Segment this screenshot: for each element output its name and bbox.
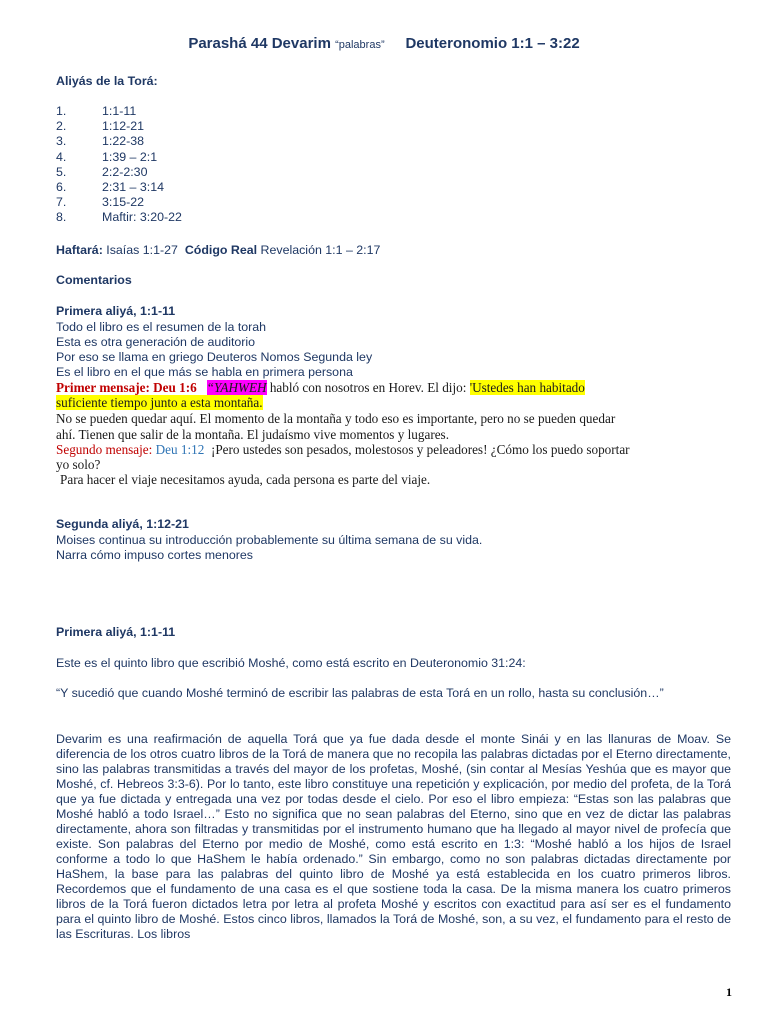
primer-mensaje-quote-b: suficiente tiempo junto a esta montaña. xyxy=(56,395,263,410)
title-sub: “palabras” xyxy=(335,39,385,51)
title-main: Parashá 44 Devarim xyxy=(188,35,331,52)
aliyah-ref: 1:1-11 xyxy=(102,104,137,118)
primer-mensaje-line xyxy=(56,380,731,395)
aliyah-number: 5. xyxy=(56,164,67,179)
primer-mensaje-quote-a: 'Ustedes han habitado xyxy=(469,380,585,395)
aliyah-ref: 1:12-21 xyxy=(102,119,145,134)
aliyah-item xyxy=(56,195,144,210)
aliyah-item xyxy=(56,210,182,225)
segunda-line-1: Moises continua su introducción probablemente su última semana de su vida. xyxy=(56,533,483,547)
primera-heading: Primera aliyá, 1:1-11 xyxy=(56,304,176,318)
aliyah-ref: 2:2-2:30 xyxy=(102,164,148,179)
aliyah-item xyxy=(56,134,144,149)
primera-line-2: Esta es otra generación de auditorio xyxy=(56,335,256,349)
serif-line-3: Para hacer el viaje necesitamos ayuda, cada persona es parte del viaje. xyxy=(60,472,431,487)
aliyah-number: 2. xyxy=(56,119,67,134)
segundo-mensaje-line xyxy=(56,442,630,457)
segundo-mensaje-line-2: yo solo? xyxy=(56,457,101,472)
aliyah-ref: Maftir: 3:20-22 xyxy=(102,210,182,225)
serif-line-1: No se pueden quedar aquí. El momento de la montaña y todo eso es importante, pero no se pueden quedar xyxy=(56,411,616,426)
primer-mensaje-label: Primer mensaje: Deu 1:6 xyxy=(56,380,197,395)
page-number: 1 xyxy=(726,985,732,999)
aliyah-ref: 1:39 – 2:1 xyxy=(102,149,158,164)
primera-line-1: Todo el libro es el resumen de la torah xyxy=(56,320,267,334)
primer-mensaje-text: habló con nosotros en Horev. El dijo: xyxy=(269,380,467,395)
primera2-heading: Primera aliyá, 1:1-11 xyxy=(56,625,176,639)
aliyah-ref: 1:22-38 xyxy=(102,134,145,149)
segunda-heading: Segunda aliyá, 1:12-21 xyxy=(56,517,189,531)
aliyah-item xyxy=(56,119,144,134)
aliyah-number: 4. xyxy=(56,149,67,164)
primera2-intro: Este es el quinto libro que escribió Moshé, como está escrito en Deuteronomio 31:24: xyxy=(56,656,526,670)
segundo-mensaje-text: ¡Pero ustedes son pesados, molestosos y peleadores! ¿Cómo los puedo soportar xyxy=(210,442,630,457)
codigo-label: Código Real xyxy=(184,243,258,257)
primera2-body: Devarim es una reafirmación de aquella Torá que ya fue dada desde el monte Sinái y en las llanuras de Moav. Se diferencia de los otros cuatro libros de la Torá de manera que no recopila las palabras dictadas por el Eterno directamente, sino las palabras transmitidas a través del mayor de los profetas, Moshé, (sin contar al Mesías Yeshúa que es mayor que Moshé, cf. Hebreos 3:3-6). Por lo tanto, este libro constituye una repetición y explicación, por medio del profeta, de la Torá que ya fue dictada y entregada una vez por todas desde el cielo. Por eso el libro empieza: “Estas son las palabras que Moshé habló a todo Israel…” Esto no significa que no sean palabras del Eterno, sino que en vez de dictar las palabras directamente, ahora son filtradas y transmitidas por el instrumento humano que ha llegado al mayor nivel de profecía que existe. Son palabras del Eterno por medio de Moshé, como está escrito en 1:3: “Moshé habló a los hijos de Israel conforme a todo lo que HaShem le había ordenado.” Sin embargo, como no son palabras dictadas directamente por HaShem, la base para las palabras del quinto libro de Moshé ya está establecida en los cuatro primeros libros. Recordemos que el fundamento de una casa es el que sostiene toda la casa. De la misma manera los cuatro primeros libros de la Torá fueron dictados letra por letra al profeta Moshé y escritos con exactitud para así ser es el fundamento para el quinto libro de Moshé. Estos cinco libros, llamados la Torá de Moshé, son, a su vez, el fundamento para el resto de las Escrituras. Los libros xyxy=(56,732,731,941)
aliyah-item xyxy=(56,165,147,180)
aliyah-item xyxy=(56,104,136,119)
aliyah-item xyxy=(56,180,164,195)
title-ref: Deuteronomio 1:1 – 3:22 xyxy=(405,35,580,52)
aliyah-number: 7. xyxy=(56,195,67,210)
aliyah-ref: 2:31 – 3:14 xyxy=(102,180,165,194)
serif-line-2: ahí. Tienen que salir de la montaña. El judaísmo vive momentos y lugares. xyxy=(56,427,449,442)
codigo-value: Revelación 1:1 – 2:17 xyxy=(260,243,381,257)
primera2-quote: “Y sucedió que cuando Moshé terminó de escribir las palabras de esta Torá en un rollo, hasta su conclusión…” xyxy=(56,686,664,700)
haftara-label: Haftará: xyxy=(56,243,103,257)
aliyah-number: 8. xyxy=(56,210,67,225)
haftara-value: Isaías 1:1-27 xyxy=(106,243,178,257)
aliyah-number: 3. xyxy=(56,134,67,149)
segundo-mensaje-label: Segundo mensaje: xyxy=(56,442,153,457)
aliyah-item xyxy=(56,150,157,165)
aliyah-number: 1. xyxy=(56,104,67,118)
primera-line-3: Por eso se llama en griego Deuteros Nomos Segunda ley xyxy=(56,350,373,364)
yahweh-highlight: “YAHWEH xyxy=(206,380,267,395)
primer-mensaje-line-2 xyxy=(56,395,263,410)
comentarios-heading: Comentarios xyxy=(56,273,132,287)
aliyah-number: 6. xyxy=(56,180,67,194)
aliyot-heading: Aliyás de la Torá: xyxy=(56,74,158,88)
haftara-line xyxy=(56,243,380,258)
segundo-mensaje-ref: Deu 1:12 xyxy=(155,442,205,457)
page-title xyxy=(0,35,768,52)
primera-line-4: Es el libro en el que más se habla en primera persona xyxy=(56,365,353,379)
aliyah-ref: 3:15-22 xyxy=(102,195,145,210)
segunda-line-2: Narra cómo impuso cortes menores xyxy=(56,548,253,562)
